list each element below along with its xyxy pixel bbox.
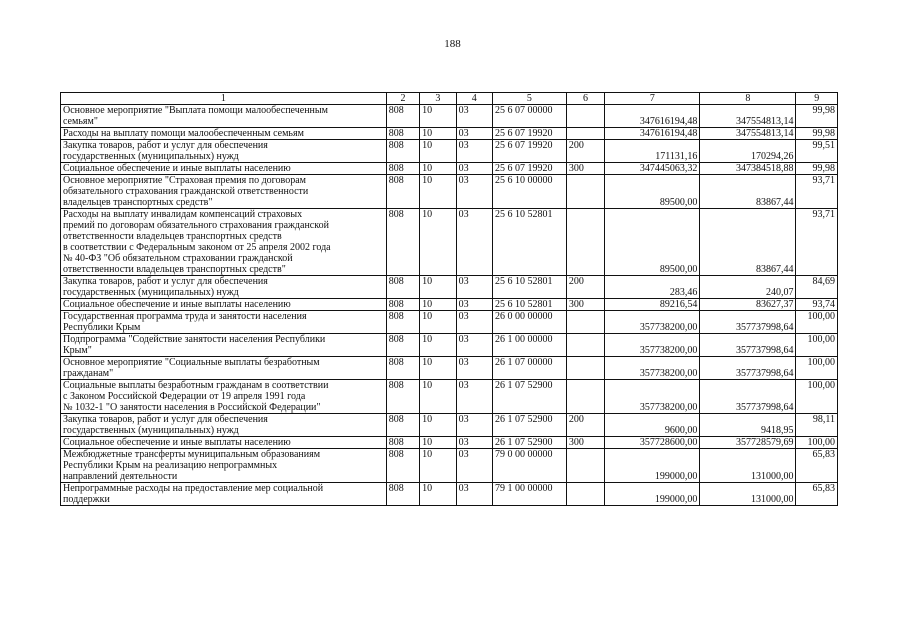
budget-table [60,92,838,506]
table-row [61,311,838,334]
row-section-code: 10 [420,449,456,483]
row-section-code: 10 [420,276,456,299]
column-number: 6 [566,93,604,105]
row-admin-code: 808 [386,483,419,506]
table-row [61,449,838,483]
table-row [61,163,838,175]
column-number: 9 [796,93,838,105]
row-description: Основное мероприятие "Страховая премия по договорам обязательного страхования гражданской ответственности владельцев транспортных средств" [61,175,387,209]
row-section-code: 10 [420,414,456,437]
row-planned-amount: 347616194,48 [605,128,700,140]
table-row [61,276,838,299]
row-admin-code: 808 [386,105,419,128]
row-description: Непрограммные расходы на предоставление мер социальной поддержки [61,483,387,506]
row-planned-amount: 89216,54 [605,299,700,311]
table-row [61,140,838,163]
row-actual-amount: 83627,37 [700,299,796,311]
row-admin-code: 808 [386,311,419,334]
row-section-code: 10 [420,209,456,276]
row-expense-type-code [566,311,604,334]
column-number: 1 [61,93,387,105]
row-subsection-code: 03 [456,449,492,483]
row-expense-type-code [566,175,604,209]
table-row [61,334,838,357]
table-row [61,175,838,209]
row-description: Социальное обеспечение и иные выплаты населению [61,437,387,449]
row-target-article-code: 26 1 07 52900 [492,380,566,414]
row-target-article-code: 26 1 00 00000 [492,334,566,357]
row-target-article-code: 25 6 07 00000 [492,105,566,128]
column-number: 2 [386,93,419,105]
row-admin-code: 808 [386,357,419,380]
row-execution-percent: 99,98 [796,128,838,140]
row-description: Социальное обеспечение и иные выплаты населению [61,163,387,175]
row-description: Расходы на выплату инвалидам компенсаций страховых премий по договорам обязательного страхования гражданской ответственности владельцев транспортных средств в соответствии с Федеральным законом от 25 апреля 2002 года № 40-ФЗ "Об обязательном страховании гражданской ответственности владельцев транспортных средств" [61,209,387,276]
row-planned-amount: 357738200,00 [605,311,700,334]
row-expense-type-code [566,334,604,357]
row-admin-code: 808 [386,140,419,163]
table-row [61,414,838,437]
row-description: Государственная программа труда и занятости населения Республики Крым [61,311,387,334]
row-planned-amount: 357738200,00 [605,380,700,414]
row-target-article-code: 26 1 07 52900 [492,414,566,437]
row-subsection-code: 03 [456,276,492,299]
row-description: Межбюджетные трансферты муниципальным образованиям Республики Крым на реализацию непрограммных направлений деятельности [61,449,387,483]
row-expense-type-code: 200 [566,276,604,299]
row-admin-code: 808 [386,276,419,299]
table-row [61,483,838,506]
row-description: Социальные выплаты безработным гражданам в соответствии с Законом Российской Федерации от 19 апреля 1991 года № 1032-1 "О занятости населения в Российской Федерации" [61,380,387,414]
row-planned-amount: 89500,00 [605,175,700,209]
row-actual-amount: 83867,44 [700,175,796,209]
row-planned-amount: 171131,16 [605,140,700,163]
row-subsection-code: 03 [456,357,492,380]
row-expense-type-code [566,209,604,276]
row-actual-amount: 131000,00 [700,483,796,506]
row-actual-amount: 131000,00 [700,449,796,483]
table-row [61,380,838,414]
row-execution-percent: 65,83 [796,483,838,506]
row-expense-type-code: 300 [566,437,604,449]
row-section-code: 10 [420,437,456,449]
row-description: Расходы на выплату помощи малообеспеченным семьям [61,128,387,140]
row-subsection-code: 03 [456,380,492,414]
row-subsection-code: 03 [456,128,492,140]
row-target-article-code: 79 1 00 00000 [492,483,566,506]
row-description: Закупка товаров, работ и услуг для обеспечения государственных (муниципальных) нужд [61,414,387,437]
row-subsection-code: 03 [456,414,492,437]
row-admin-code: 808 [386,414,419,437]
page-number: 188 [444,38,461,50]
row-actual-amount: 357737998,64 [700,380,796,414]
row-section-code: 10 [420,311,456,334]
row-section-code: 10 [420,299,456,311]
row-description: Подпрограмма "Содействие занятости населения Республики Крым" [61,334,387,357]
row-expense-type-code [566,128,604,140]
row-planned-amount: 283,46 [605,276,700,299]
row-execution-percent: 65,83 [796,449,838,483]
column-number: 5 [492,93,566,105]
row-planned-amount: 347616194,48 [605,105,700,128]
row-subsection-code: 03 [456,437,492,449]
row-target-article-code: 25 6 10 52801 [492,209,566,276]
row-execution-percent: 100,00 [796,357,838,380]
row-description: Закупка товаров, работ и услуг для обеспечения государственных (муниципальных) нужд [61,140,387,163]
row-execution-percent: 93,71 [796,175,838,209]
row-section-code: 10 [420,380,456,414]
row-execution-percent: 93,74 [796,299,838,311]
row-execution-percent: 100,00 [796,334,838,357]
row-actual-amount: 347554813,14 [700,105,796,128]
row-subsection-code: 03 [456,140,492,163]
row-planned-amount: 357728600,00 [605,437,700,449]
row-subsection-code: 03 [456,163,492,175]
row-target-article-code: 25 6 10 52801 [492,276,566,299]
row-execution-percent: 99,98 [796,105,838,128]
row-planned-amount: 357738200,00 [605,334,700,357]
row-actual-amount: 357728579,69 [700,437,796,449]
row-planned-amount: 199000,00 [605,483,700,506]
row-target-article-code: 26 1 07 00000 [492,357,566,380]
row-target-article-code: 26 0 00 00000 [492,311,566,334]
column-number: 3 [420,93,456,105]
row-actual-amount: 357737998,64 [700,311,796,334]
row-description: Социальное обеспечение и иные выплаты населению [61,299,387,311]
row-expense-type-code: 200 [566,140,604,163]
row-subsection-code: 03 [456,334,492,357]
table-row [61,128,838,140]
row-admin-code: 808 [386,334,419,357]
row-section-code: 10 [420,334,456,357]
row-expense-type-code [566,357,604,380]
column-number: 4 [456,93,492,105]
row-actual-amount: 357737998,64 [700,334,796,357]
row-actual-amount: 83867,44 [700,209,796,276]
table-row [61,437,838,449]
row-actual-amount: 170294,26 [700,140,796,163]
row-execution-percent: 100,00 [796,311,838,334]
row-planned-amount: 89500,00 [605,209,700,276]
row-section-code: 10 [420,175,456,209]
row-admin-code: 808 [386,128,419,140]
row-expense-type-code: 300 [566,299,604,311]
row-expense-type-code [566,483,604,506]
row-subsection-code: 03 [456,105,492,128]
row-subsection-code: 03 [456,311,492,334]
row-subsection-code: 03 [456,483,492,506]
row-description: Основное мероприятие "Выплата помощи малообеспеченным семьям" [61,105,387,128]
row-admin-code: 808 [386,163,419,175]
table-row [61,357,838,380]
row-section-code: 10 [420,357,456,380]
row-expense-type-code: 300 [566,163,604,175]
row-planned-amount: 199000,00 [605,449,700,483]
row-planned-amount: 347445063,32 [605,163,700,175]
row-expense-type-code: 200 [566,414,604,437]
column-number: 7 [605,93,700,105]
column-number: 8 [700,93,796,105]
row-expense-type-code [566,380,604,414]
row-description: Закупка товаров, работ и услуг для обеспечения государственных (муниципальных) нужд [61,276,387,299]
row-admin-code: 808 [386,209,419,276]
row-execution-percent: 100,00 [796,437,838,449]
row-actual-amount: 347384518,88 [700,163,796,175]
row-section-code: 10 [420,140,456,163]
row-planned-amount: 357738200,00 [605,357,700,380]
row-target-article-code: 26 1 07 52900 [492,437,566,449]
row-subsection-code: 03 [456,299,492,311]
row-planned-amount: 9600,00 [605,414,700,437]
row-admin-code: 808 [386,299,419,311]
row-section-code: 10 [420,105,456,128]
table-row [61,105,838,128]
row-subsection-code: 03 [456,209,492,276]
row-target-article-code: 25 6 10 52801 [492,299,566,311]
row-actual-amount: 240,07 [700,276,796,299]
row-section-code: 10 [420,483,456,506]
row-execution-percent: 100,00 [796,380,838,414]
row-target-article-code: 25 6 07 19920 [492,140,566,163]
row-expense-type-code [566,449,604,483]
row-execution-percent: 93,71 [796,209,838,276]
row-target-article-code: 25 6 07 19920 [492,128,566,140]
row-admin-code: 808 [386,380,419,414]
row-actual-amount: 357737998,64 [700,357,796,380]
row-execution-percent: 98,11 [796,414,838,437]
row-section-code: 10 [420,128,456,140]
row-target-article-code: 79 0 00 00000 [492,449,566,483]
row-subsection-code: 03 [456,175,492,209]
column-number-row [61,93,838,105]
row-execution-percent: 99,98 [796,163,838,175]
row-expense-type-code [566,105,604,128]
row-execution-percent: 99,51 [796,140,838,163]
row-actual-amount: 347554813,14 [700,128,796,140]
table-row [61,299,838,311]
row-admin-code: 808 [386,437,419,449]
table-row [61,209,838,276]
row-execution-percent: 84,69 [796,276,838,299]
row-description: Основное мероприятие "Социальные выплаты безработным гражданам" [61,357,387,380]
row-section-code: 10 [420,163,456,175]
row-admin-code: 808 [386,449,419,483]
row-target-article-code: 25 6 10 00000 [492,175,566,209]
row-admin-code: 808 [386,175,419,209]
row-actual-amount: 9418,95 [700,414,796,437]
row-target-article-code: 25 6 07 19920 [492,163,566,175]
